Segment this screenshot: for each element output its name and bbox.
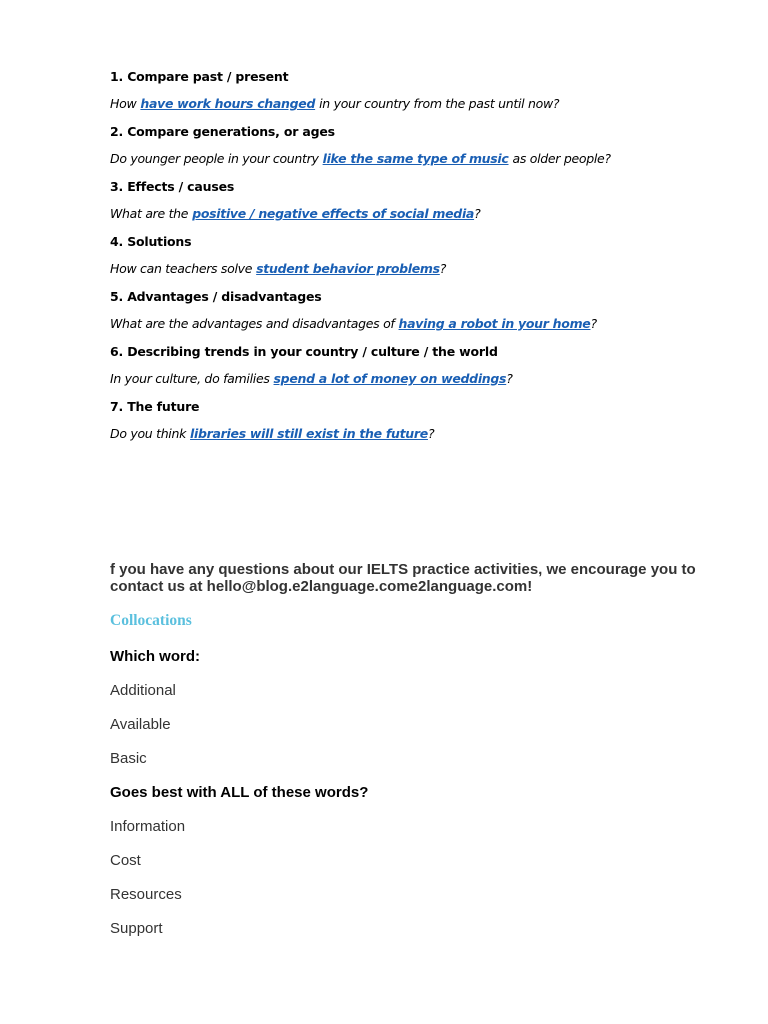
- target-word: Information: [110, 818, 186, 835]
- question-text: in your country from the past until now?: [319, 96, 560, 111]
- which-word-prompt: Which word:: [110, 648, 200, 665]
- question-text: How: [110, 96, 137, 111]
- target-word: Resources: [110, 886, 182, 903]
- item-question: [110, 150, 730, 168]
- item-question: [110, 370, 730, 388]
- item-question: [110, 315, 730, 333]
- question-text: How can teachers solve: [110, 261, 253, 276]
- item-heading: 3. Effects / causes: [110, 179, 235, 194]
- question-text: ?: [474, 206, 481, 221]
- item-heading: 5. Advantages / disadvantages: [110, 289, 322, 304]
- question-text: What are the: [110, 206, 189, 221]
- contact-paragraph: f you have any questions about our IELTS practice activities, we encourage you to contact us at hello@blog.e2language.come2language.com!: [110, 561, 696, 595]
- question-text: ?: [506, 371, 513, 386]
- question-text: In your culture, do families: [110, 371, 270, 386]
- collocations-quiz: [110, 646, 670, 952]
- item-question: [110, 425, 730, 443]
- question-link[interactable]: have work hours changed: [140, 96, 316, 111]
- question-link[interactable]: positive / negative effects of social media: [192, 206, 475, 221]
- item-heading: 2. Compare generations, or ages: [110, 124, 335, 139]
- target-word: Support: [110, 920, 163, 937]
- item-question: [110, 260, 730, 278]
- item-heading: 4. Solutions: [110, 234, 192, 249]
- question-text: as older people?: [512, 151, 611, 166]
- question-text: ?: [439, 261, 447, 276]
- item-heading: 1. Compare past / present: [110, 69, 289, 84]
- item-heading: 6. Describing trends in your country / culture / the world: [110, 344, 498, 359]
- question-text: Do you think: [110, 426, 187, 441]
- question-link[interactable]: libraries will still exist in the future: [190, 426, 428, 441]
- word-option: Available: [110, 716, 171, 733]
- target-word: Cost: [110, 852, 141, 869]
- item-question: [110, 95, 730, 113]
- question-text: What are the advantages and disadvantages of: [110, 316, 395, 331]
- question-text: ?: [427, 426, 435, 441]
- item-question: [110, 205, 730, 223]
- question-types-list: [110, 68, 730, 453]
- question-link[interactable]: student behavior problems: [256, 261, 440, 276]
- item-heading: 7. The future: [110, 399, 200, 414]
- collocations-heading: Collocations: [110, 612, 192, 629]
- question-link[interactable]: having a robot in your home: [398, 316, 591, 331]
- goes-best-prompt: Goes best with ALL of these words?: [110, 784, 369, 801]
- question-text: Do younger people in your country: [110, 151, 319, 166]
- question-link[interactable]: spend a lot of money on weddings: [273, 371, 507, 386]
- word-option: Additional: [110, 682, 176, 699]
- question-link[interactable]: like the same type of music: [322, 151, 509, 166]
- word-option: Basic: [110, 750, 147, 767]
- question-text: ?: [590, 316, 597, 331]
